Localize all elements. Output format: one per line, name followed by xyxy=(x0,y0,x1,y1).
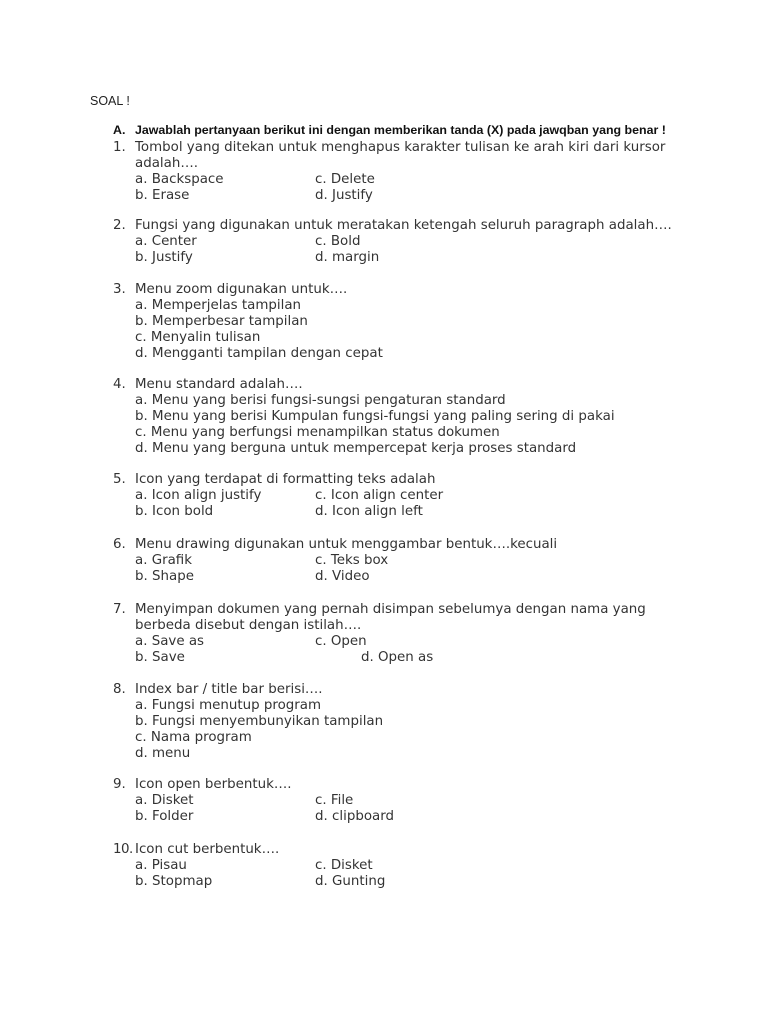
option-a: a. Memperjelas tampilan xyxy=(135,298,302,313)
question-number: 10. xyxy=(113,842,133,857)
question-stem: Icon cut berbentuk…. xyxy=(135,842,280,857)
option-b: b. Justify xyxy=(135,250,193,265)
option-c: c. File xyxy=(315,793,354,808)
option-d: d. clipboard xyxy=(315,809,394,824)
question-10 xyxy=(113,842,693,890)
option-c: c. Bold xyxy=(315,234,361,249)
option-b: b. Memperbesar tampilan xyxy=(135,314,308,329)
question-2 xyxy=(113,218,693,266)
instruction xyxy=(113,123,666,137)
option-a: a. Disket xyxy=(135,793,194,808)
question-number: 4. xyxy=(113,377,126,392)
question-stem: Menu zoom digunakan untuk…. xyxy=(135,282,348,297)
option-d: d. Mengganti tampilan dengan cepat xyxy=(135,346,383,361)
instruction-text: Jawablah pertanyaan berikut ini dengan memberikan tanda (X) pada jawqban yang benar ! xyxy=(135,123,666,137)
question-3 xyxy=(113,282,693,362)
question-number: 5. xyxy=(113,472,126,487)
question-number: 1. xyxy=(113,140,126,155)
option-d: d. Justify xyxy=(315,188,373,203)
option-d: d. Open as xyxy=(361,650,434,665)
question-9 xyxy=(113,777,693,825)
option-a: a. Save as xyxy=(135,634,205,649)
option-b: b. Fungsi menyembunyikan tampilan xyxy=(135,714,384,729)
option-d: d. margin xyxy=(315,250,380,265)
question-number: 9. xyxy=(113,777,126,792)
option-b: b. Save xyxy=(135,650,185,665)
option-a: a. Grafik xyxy=(135,553,192,568)
option-c: c. Delete xyxy=(315,172,375,187)
question-stem: Menu drawing digunakan untuk menggambar bentuk….kecuali xyxy=(135,537,558,552)
question-8 xyxy=(113,682,693,762)
question-5 xyxy=(113,472,693,520)
option-c: c. Nama program xyxy=(135,730,252,745)
option-d: d. Menu yang berguna untuk mempercepat kerja proses standard xyxy=(135,441,577,456)
option-a: a. Icon align justify xyxy=(135,488,262,503)
question-7 xyxy=(113,602,693,666)
option-d: d. Gunting xyxy=(315,874,386,889)
option-c: c. Icon align center xyxy=(315,488,444,503)
question-1 xyxy=(113,140,693,204)
page-title: SOAL ! xyxy=(90,94,130,108)
question-number: 7. xyxy=(113,602,126,617)
option-a: a. Fungsi menutup program xyxy=(135,698,322,713)
option-b: b. Menu yang berisi Kumpulan fungsi-fungsi yang paling sering di pakai xyxy=(135,409,615,424)
question-stem: Fungsi yang digunakan untuk meratakan ketengah seluruh paragraph adalah…. xyxy=(135,218,672,233)
question-number: 8. xyxy=(113,682,126,697)
question-stem: Icon open berbentuk…. xyxy=(135,777,292,792)
option-b: b. Icon bold xyxy=(135,504,214,519)
question-4 xyxy=(113,377,693,457)
option-c: c. Menu yang berfungsi menampilkan status dokumen xyxy=(135,425,500,440)
option-b: b. Folder xyxy=(135,809,194,824)
option-c: c. Teks box xyxy=(315,553,389,568)
question-stem: Menyimpan dokumen yang pernah disimpan sebelumya dengan nama yang berbeda disebut dengan istilah…. xyxy=(135,602,646,633)
question-number: 6. xyxy=(113,537,126,552)
question-6 xyxy=(113,537,693,585)
option-c: c. Menyalin tulisan xyxy=(135,330,261,345)
question-number: 3. xyxy=(113,282,126,297)
option-d: d. Video xyxy=(315,569,370,584)
instruction-label: A. xyxy=(113,123,126,137)
option-d: d. menu xyxy=(135,746,191,761)
option-b: b. Erase xyxy=(135,188,190,203)
question-stem: Icon yang terdapat di formatting teks adalah xyxy=(135,472,436,487)
question-stem: Index bar / title bar berisi…. xyxy=(135,682,323,697)
option-d: d. Icon align left xyxy=(315,504,423,519)
option-c: c. Open xyxy=(315,634,367,649)
option-b: b. Stopmap xyxy=(135,874,213,889)
option-a: a. Center xyxy=(135,234,197,249)
option-b: b. Shape xyxy=(135,569,194,584)
option-a: a. Menu yang berisi fungsi-sungsi pengaturan standard xyxy=(135,393,506,408)
question-stem: Tombol yang ditekan untuk menghapus karakter tulisan ke arah kiri dari kursor adalah…. xyxy=(135,140,666,171)
option-a: a. Backspace xyxy=(135,172,224,187)
question-stem: Menu standard adalah…. xyxy=(135,377,303,392)
question-number: 2. xyxy=(113,218,126,233)
option-c: c. Disket xyxy=(315,858,373,873)
option-a: a. Pisau xyxy=(135,858,187,873)
